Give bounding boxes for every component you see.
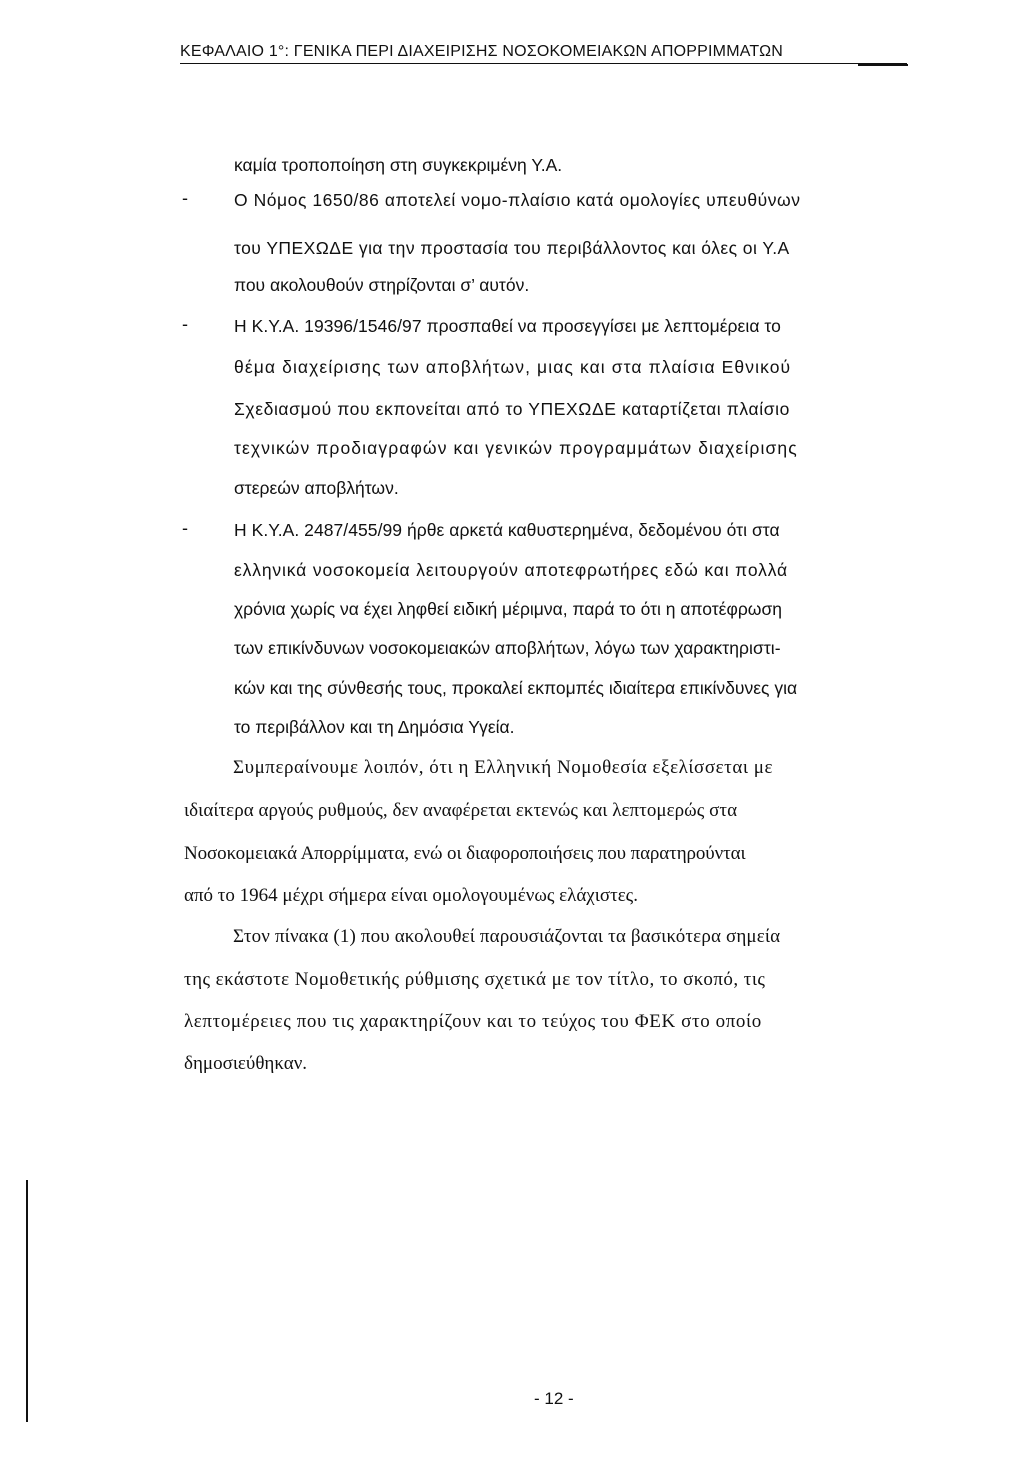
text-line: Νοσοκομειακά Απορρίμματα, ενώ οι διαφοροποιήσεις που παρατηρούνται (184, 843, 746, 864)
text-line: της εκάστοτε Νομοθετικής ρύθμισης σχετικά με τον τίτλο, το σκοπό, τις (184, 969, 766, 990)
text-line: του ΥΠΕΧΩΔΕ για την προστασία του περιβάλλοντος και όλες οι Υ.Α (234, 238, 790, 258)
text-line: χρόνια χωρίς να έχει ληφθεί ειδική μέριμνα, παρά το ότι η αποτέφρωση (234, 599, 782, 619)
scan-edge-rule (26, 1180, 28, 1422)
bullet-dash: - (182, 314, 188, 334)
page-number: - 12 - (534, 1389, 574, 1408)
text-line: θέμα διαχείρισης των αποβλήτων, μιας και στα πλαίσια Εθνικού (234, 357, 792, 377)
text-line: δημοσιεύθηκαν. (184, 1053, 308, 1074)
text-line: στερεών αποβλήτων. (234, 478, 399, 498)
chapter-header: ΚΕΦΑΛΑΙΟ 1°: ΓΕΝΙΚΑ ΠΕΡΙ ΔΙΑΧΕΙΡΙΣΗΣ ΝΟΣΟΚΟΜΕΙΑΚΩΝ ΑΠΟΡΡΙΜΜΑΤΩΝ (180, 43, 907, 64)
text-line: ελληνικά νοσοκομεία λειτουργούν αποτεφρωτήρες εδώ και πολλά (234, 560, 789, 580)
text-line: Η Κ.Υ.Α. 2487/455/99 ήρθε αρκετά καθυστερημένα, δεδομένου ότι στα (234, 520, 780, 540)
text-line: από το 1964 μέχρι σήμερα είναι ομολογουμένως ελάχιστες. (184, 885, 638, 906)
text-line: το περιβάλλον και τη Δημόσια Υγεία. (234, 717, 515, 737)
text-line: τεχνικών προδιαγραφών και γενικών προγραμμάτων διαχείρισης (234, 438, 798, 458)
text-line: Ο Νόμος 1650/86 αποτελεί νομο-πλαίσιο κατά ομολογίες υπευθύνων (234, 190, 801, 210)
text-line: των επικίνδυνων νοσοκομειακών αποβλήτων, λόγω των χαρακτηριστι- (234, 638, 781, 658)
bullet-dash: - (182, 188, 188, 208)
text-line: που ακολουθούν στηρίζονται σ’ αυτόν. (234, 275, 530, 295)
bullet-dash: - (182, 518, 188, 538)
text-line: Στον πίνακα (1) που ακολουθεί παρουσιάζονται τα βασικότερα σημεία (233, 926, 781, 947)
text-line: Σχεδιασμού που εκπονείται από το ΥΠΕΧΩΔΕ καταρτίζεται πλαίσιο (234, 399, 790, 419)
text-line: Η Κ.Υ.Α. 19396/1546/97 προσπαθεί να προσεγγίσει με λεπτομέρεια το (234, 316, 781, 336)
text-line: κών και της σύνθεσής τους, προκαλεί εκπομπές ιδιαίτερα επικίνδυνες για (234, 678, 798, 698)
text-line: καμία τροποποίηση στη συγκεκριμένη Υ.Α. (234, 155, 563, 175)
header-rule-extension (858, 64, 908, 66)
text-line: ιδιαίτερα αργούς ρυθμούς, δεν αναφέρεται εκτενώς και λεπτομερώς στα (184, 800, 738, 821)
text-line: Συμπεραίνουμε λοιπόν, ότι η Ελληνική Νομοθεσία εξελίσσεται με (233, 757, 774, 778)
text-line: λεπτομέρειες που τις χαρακτηρίζουν και το τεύχος του ΦΕΚ στο οποίο (184, 1011, 762, 1032)
